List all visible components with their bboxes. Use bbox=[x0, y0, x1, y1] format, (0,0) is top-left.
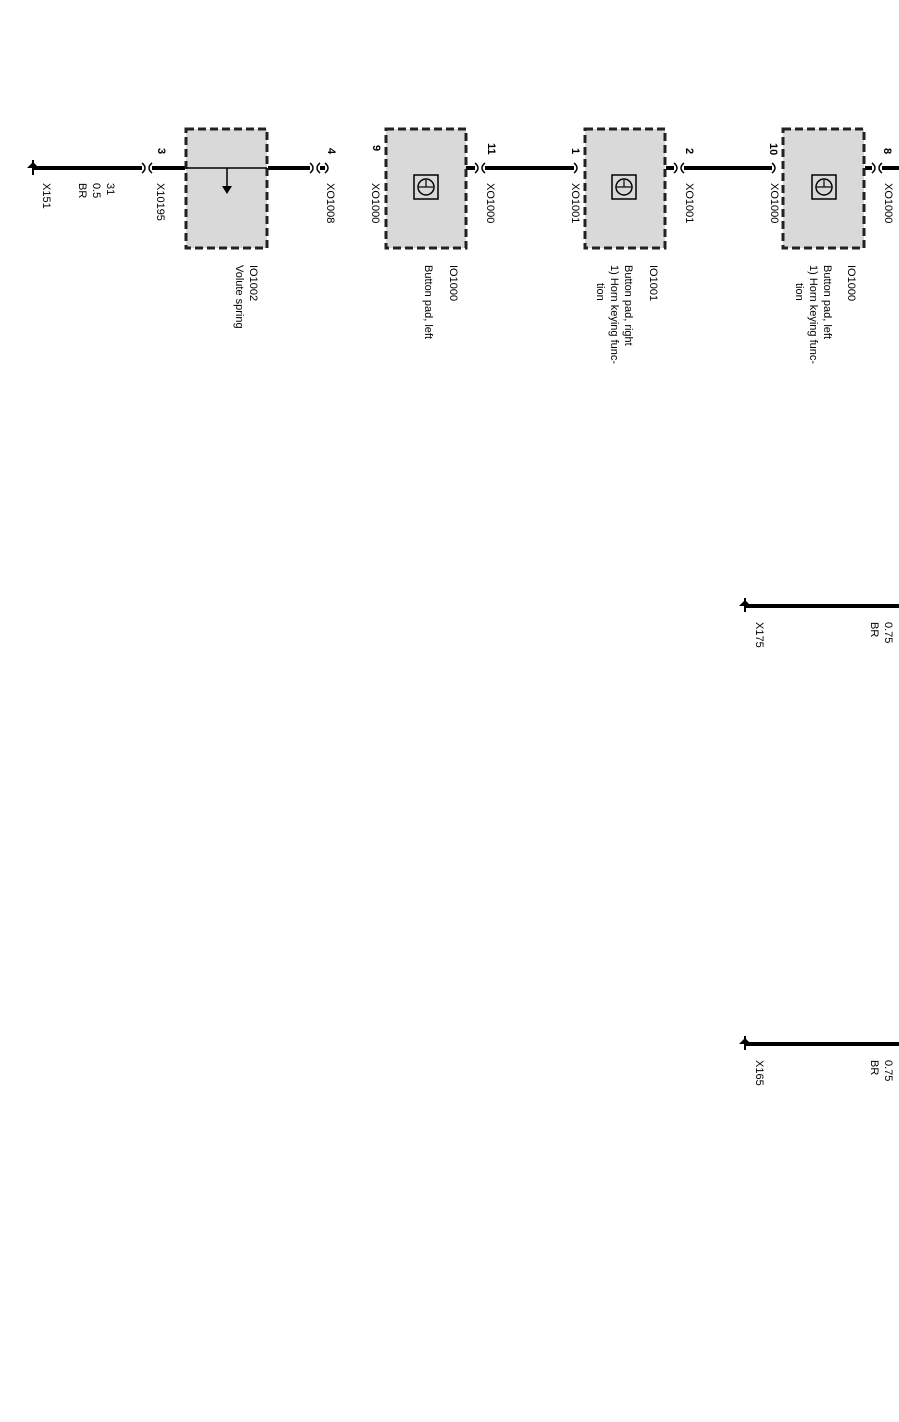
component-id: IO1000 bbox=[845, 265, 857, 302]
connector-pin: 9 bbox=[370, 145, 382, 152]
component-note-cont: tion bbox=[594, 283, 606, 301]
component-name: Button pad, left bbox=[422, 265, 434, 339]
wire-number: 31 bbox=[104, 183, 116, 196]
connector-id: X10195 bbox=[154, 183, 166, 221]
connector-id: XO1000 bbox=[369, 183, 381, 224]
connector-id: XO1000 bbox=[484, 183, 496, 224]
wire-size: 0.5 bbox=[90, 183, 102, 199]
component-id: IO1002 bbox=[247, 265, 259, 302]
ground-wire-x165 bbox=[739, 1036, 899, 1050]
horn-button-icon bbox=[414, 175, 438, 199]
connector-id: XO1008 bbox=[324, 183, 336, 224]
connector-id: XO1000 bbox=[768, 183, 780, 224]
component-button-pad-left bbox=[386, 129, 466, 248]
component-volute-spring bbox=[186, 129, 267, 248]
component-id: IO1000 bbox=[447, 265, 459, 302]
connector-pin: 10 bbox=[767, 143, 779, 156]
ground-label-x151: X151 bbox=[40, 183, 52, 209]
wire-color: BR bbox=[868, 1060, 880, 1076]
connector-pin: 2 bbox=[683, 148, 695, 155]
wire-size: 0.75 bbox=[882, 622, 894, 644]
connector-id: XO1001 bbox=[683, 183, 695, 224]
component-button-pad-right bbox=[585, 129, 665, 248]
component-id: IO1001 bbox=[647, 265, 659, 302]
component-note: 1) Horn keying func- bbox=[807, 265, 819, 365]
component-name: Volute spring bbox=[233, 265, 245, 329]
horn-button-icon bbox=[612, 175, 636, 199]
connector-id: XO1001 bbox=[569, 183, 581, 224]
component-name: Button pad, right bbox=[622, 265, 634, 346]
connector-pin: 3 bbox=[155, 148, 167, 155]
connector-pin: 11 bbox=[485, 143, 497, 155]
component-button-pad-left-horn bbox=[783, 129, 864, 248]
wire-size: 0.75 bbox=[882, 1060, 894, 1082]
connector-pin: 1 bbox=[569, 148, 581, 155]
component-note-cont: tion bbox=[793, 283, 805, 301]
ground-wire-x175 bbox=[739, 598, 899, 612]
wire-color: BR bbox=[868, 622, 880, 638]
component-name: Button pad, left bbox=[821, 265, 833, 339]
ground-label: X165 bbox=[753, 1060, 765, 1086]
ground-label: X175 bbox=[753, 622, 765, 648]
connector-id: XO1000 bbox=[882, 183, 894, 224]
connector-pin: 4 bbox=[325, 148, 337, 155]
horn-button-icon bbox=[812, 175, 836, 199]
component-note: 1) Horn keying func- bbox=[608, 265, 620, 365]
connector-pin: 8 bbox=[881, 148, 893, 155]
wire-color: BR bbox=[76, 183, 88, 199]
